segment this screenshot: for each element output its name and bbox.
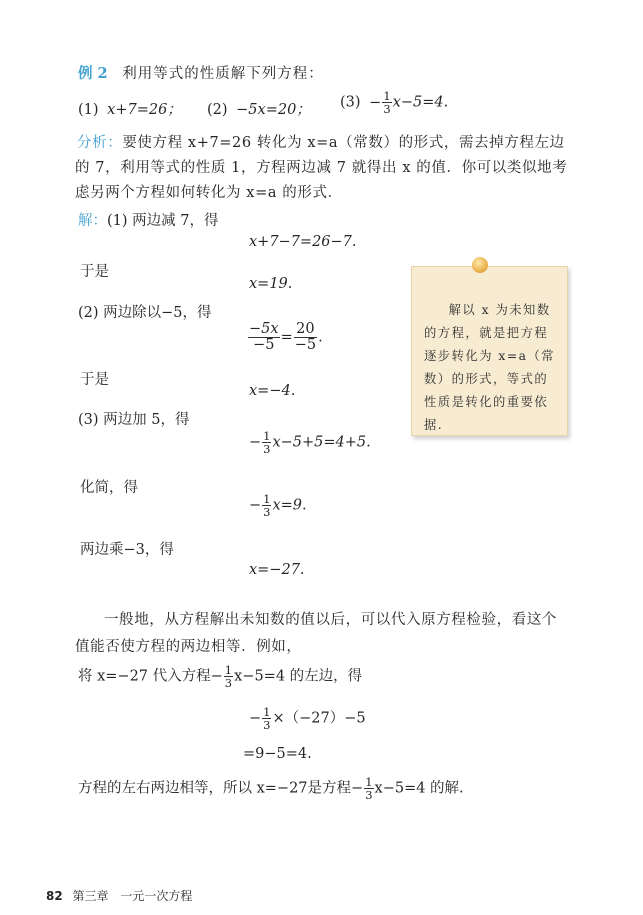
analysis-label: 分析： — [77, 135, 123, 151]
equation-5-numerator: 1 — [263, 429, 271, 443]
step-1-text: (1) 两边减 7，得 — [107, 213, 219, 229]
problem-2 — [207, 98, 311, 119]
page-footer — [46, 887, 192, 904]
equation-3-right-denominator: −5 — [294, 337, 317, 354]
conclusion-rest: x−5=4 的解. — [374, 780, 464, 797]
problem-2-equation: −5x=20； — [236, 102, 311, 118]
yushi-1: 于是 — [80, 264, 109, 280]
multiply-label: 两边乘−3，得 — [80, 542, 174, 558]
problem-3-fraction — [382, 90, 391, 115]
check-result: =9−5=4. — [243, 746, 312, 762]
check-line — [78, 664, 362, 689]
check-calc-denominator: 3 — [263, 718, 271, 733]
general-paragraph — [75, 607, 570, 661]
chapter-title: 一元一次方程 — [120, 889, 193, 903]
problem-2-number: (2) — [207, 102, 228, 118]
conclusion-denominator: 3 — [365, 788, 373, 803]
equation-5-fraction — [262, 430, 271, 455]
equation-7: x=−27. — [249, 562, 305, 578]
check-calc-sign: − — [249, 710, 262, 727]
equation-3-left-fraction — [248, 322, 280, 353]
equation-3 — [247, 322, 323, 353]
equation-3-period: . — [318, 329, 323, 346]
equation-3-left-numerator: −5x — [249, 321, 279, 337]
problem-1-number: (1) — [78, 102, 99, 118]
equation-5-denominator: 3 — [263, 442, 271, 457]
check-calc-numerator: 1 — [263, 705, 271, 719]
problem-3-denominator: 3 — [383, 102, 391, 117]
equation-6-fraction — [262, 493, 271, 518]
check-line-rest: x−5=4 的左边，得 — [234, 668, 363, 685]
conclusion — [78, 776, 464, 801]
equation-3-right-fraction — [294, 322, 317, 353]
check-line-numerator: 1 — [224, 663, 233, 677]
check-calculation — [249, 706, 366, 731]
check-calc-rest: ×（−27）−5 — [272, 710, 366, 727]
solution-step-3: (3) 两边加 5，得 — [78, 412, 190, 428]
solution-label: 解： — [78, 213, 107, 229]
check-calc-fraction — [262, 706, 271, 731]
margin-note-text: 解以 x 为未知数的方程，就是把方程逐步转化为 x=a（常数）的形式，等式的性质是转化的重要依据. — [424, 303, 556, 432]
equation-3-left-denominator: −5 — [253, 337, 275, 354]
page-number: 82 — [46, 889, 63, 903]
problem-3-sign: − — [369, 94, 382, 111]
check-line-prefix: 将 x=−27 代入方程− — [78, 668, 223, 685]
equation-6-sign: − — [249, 497, 262, 514]
example-heading — [78, 62, 324, 83]
yushi-2: 于是 — [80, 372, 109, 388]
problem-3 — [340, 90, 448, 115]
equation-4: x=−4. — [249, 383, 296, 399]
equation-2: x=19. — [249, 276, 293, 292]
equation-5 — [249, 430, 371, 455]
check-line-fraction — [224, 664, 233, 689]
equation-6 — [249, 493, 307, 518]
equation-6-denominator: 3 — [263, 505, 271, 520]
problem-1 — [78, 98, 182, 119]
equation-6-numerator: 1 — [263, 492, 271, 506]
problem-3-numerator: 1 — [383, 89, 391, 103]
problem-3-rest: x−5=4. — [392, 94, 449, 111]
equation-3-equals: = — [280, 329, 293, 346]
general-text: 一般地，从方程解出未知数的值以后，可以代入原方程检验，看这个值能否使方程的两边相等．例如， — [75, 612, 557, 655]
equation-3-right-numerator: 20 — [294, 322, 317, 338]
margin-note — [411, 266, 568, 436]
conclusion-fraction — [364, 776, 373, 801]
conclusion-numerator: 1 — [365, 775, 373, 789]
problem-1-equation: x+7=26； — [107, 102, 182, 118]
example-label: 例 2 — [78, 65, 108, 82]
equation-6-rest: x=9. — [272, 497, 307, 514]
conclusion-prefix: 方程的左右两边相等，所以 x=−27是方程− — [78, 780, 364, 797]
analysis-paragraph — [75, 131, 570, 206]
pushpin-icon — [472, 257, 488, 273]
equation-5-sign: − — [249, 434, 262, 451]
solution-step-1 — [78, 209, 218, 230]
check-line-denominator: 3 — [224, 676, 233, 691]
simplify-label: 化简，得 — [80, 480, 138, 496]
equation-1: x+7−7=26−7. — [249, 234, 357, 250]
chapter-label: 第三章 — [72, 889, 109, 903]
solution-step-2: (2) 两边除以−5，得 — [78, 305, 212, 321]
problem-3-number: (3) — [340, 94, 361, 111]
analysis-text: 要使方程 x+7=26 转化为 x=a（常数）的形式，需去掉方程左边的 7，利用等式的性质 1，方程两边减 7 就得出 x 的值．你可以类似地考虑另两个方程如何转化为 x=a 的形式． — [75, 135, 568, 201]
equation-5-rest: x−5+5=4+5. — [272, 434, 371, 451]
example-title: 利用等式的性质解下列方程： — [122, 66, 324, 82]
